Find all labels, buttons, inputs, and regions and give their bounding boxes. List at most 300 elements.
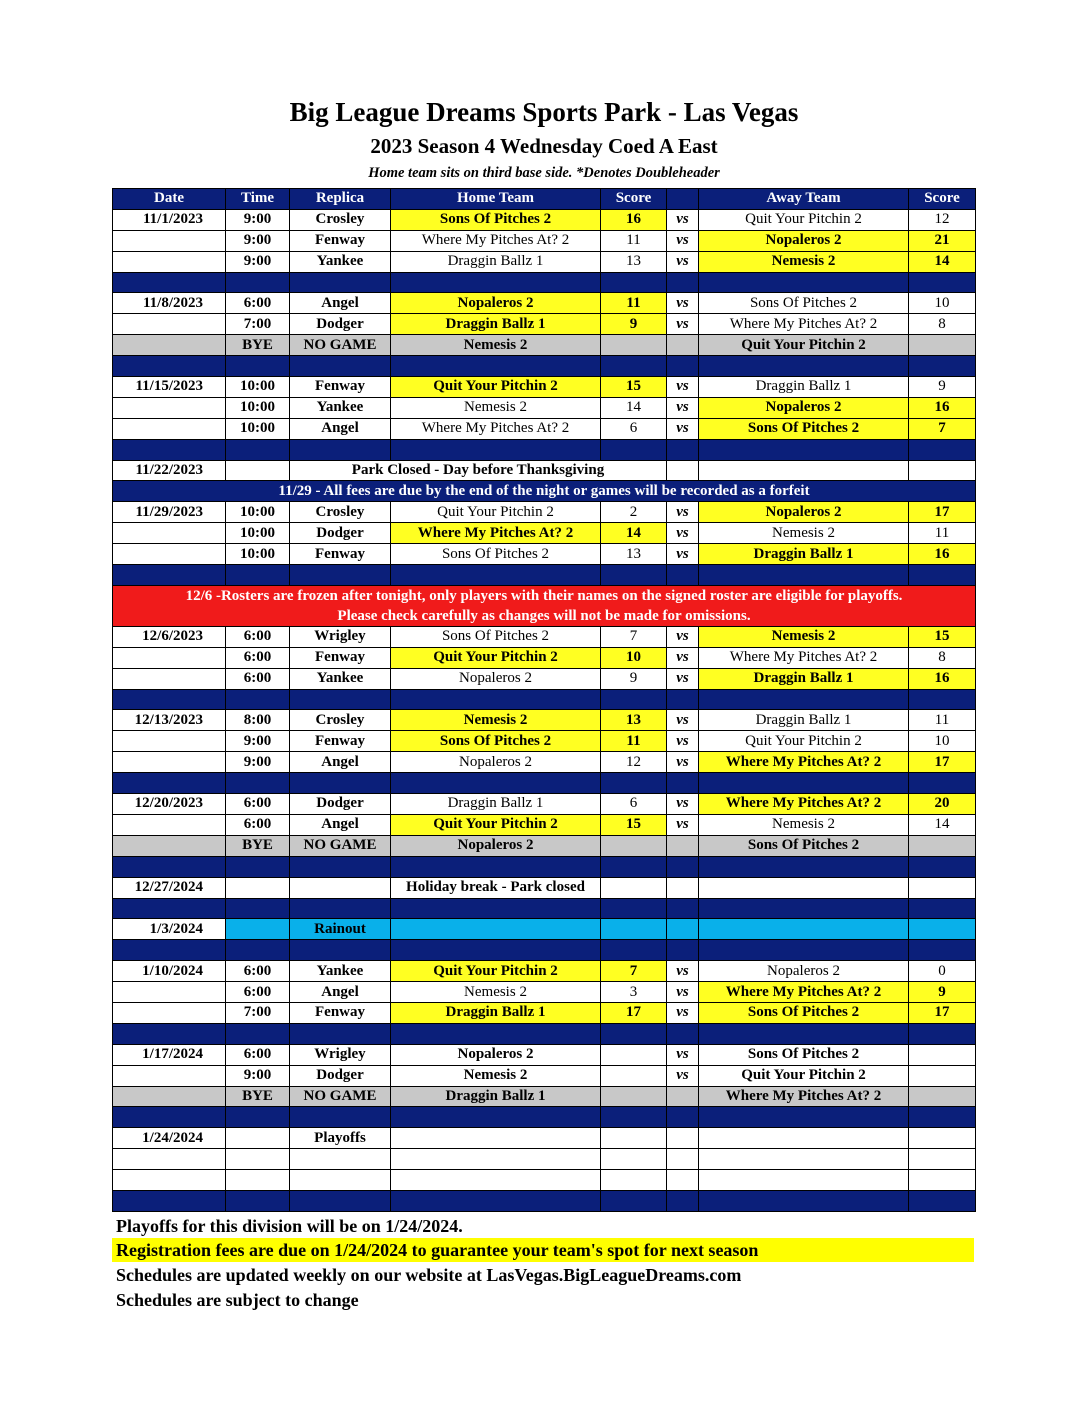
empty-cell bbox=[667, 919, 699, 940]
away-score: 7 bbox=[909, 418, 976, 439]
empty-cell bbox=[113, 940, 226, 961]
vs-label: vs bbox=[667, 544, 699, 565]
empty-cell bbox=[601, 877, 667, 898]
empty-cell bbox=[667, 439, 699, 460]
empty-cell bbox=[226, 356, 290, 377]
away-score: 10 bbox=[909, 731, 976, 752]
empty-cell bbox=[699, 439, 909, 460]
game-time: 9:00 bbox=[226, 1065, 290, 1086]
empty-cell bbox=[391, 1107, 601, 1128]
away-score: 17 bbox=[909, 752, 976, 773]
empty-cell bbox=[699, 773, 909, 794]
game-time: 9:00 bbox=[226, 209, 290, 230]
home-team: Nopaleros 2 bbox=[391, 1044, 601, 1065]
empty-cell bbox=[113, 439, 226, 460]
empty-cell bbox=[391, 565, 601, 586]
game-row bbox=[113, 1044, 976, 1065]
week-separator-row bbox=[113, 272, 976, 293]
game-row bbox=[113, 314, 976, 335]
week-separator-row bbox=[113, 689, 976, 710]
empty-cell bbox=[699, 856, 909, 877]
empty-cell bbox=[601, 1190, 667, 1211]
home-team: Nopaleros 2 bbox=[391, 835, 601, 856]
header-date: Date bbox=[113, 189, 226, 210]
rainout-row bbox=[113, 919, 976, 940]
game-time: BYE bbox=[226, 1086, 290, 1107]
away-score: 11 bbox=[909, 710, 976, 731]
game-time: 9:00 bbox=[226, 251, 290, 272]
empty-cell bbox=[113, 1023, 226, 1044]
game-time: 9:00 bbox=[226, 230, 290, 251]
empty-cell bbox=[391, 1170, 601, 1191]
vs-label: vs bbox=[667, 523, 699, 544]
home-score bbox=[601, 1044, 667, 1065]
empty-cell bbox=[113, 1149, 226, 1170]
empty-cell bbox=[909, 356, 976, 377]
week-separator-row bbox=[113, 940, 976, 961]
home-team: Nemesis 2 bbox=[391, 397, 601, 418]
game-date: 11/8/2023 bbox=[113, 293, 226, 314]
vs-label: vs bbox=[667, 1002, 699, 1023]
vs-label: vs bbox=[667, 397, 699, 418]
game-time: BYE bbox=[226, 835, 290, 856]
game-time: BYE bbox=[226, 335, 290, 356]
game-replica: Fenway bbox=[290, 1002, 391, 1023]
holiday-note: Holiday break - Park closed bbox=[391, 877, 601, 898]
vs-label: vs bbox=[667, 1044, 699, 1065]
home-team: Quit Your Pitchin 2 bbox=[391, 377, 601, 398]
empty-cell bbox=[290, 1190, 391, 1211]
game-replica: Yankee bbox=[290, 961, 391, 982]
empty-cell bbox=[391, 439, 601, 460]
empty-cell bbox=[667, 856, 699, 877]
game-replica: Crosley bbox=[290, 209, 391, 230]
game-time: 6:00 bbox=[226, 982, 290, 1003]
game-date: 11/29/2023 bbox=[113, 502, 226, 523]
away-team: Nemesis 2 bbox=[699, 523, 909, 544]
empty-cell bbox=[113, 1170, 226, 1191]
empty-cell bbox=[667, 940, 699, 961]
game-row bbox=[113, 752, 976, 773]
game-date bbox=[113, 668, 226, 689]
vs-label: vs bbox=[667, 710, 699, 731]
game-date: 11/15/2023 bbox=[113, 377, 226, 398]
home-score: 6 bbox=[601, 794, 667, 815]
home-team: Quit Your Pitchin 2 bbox=[391, 961, 601, 982]
empty-cell bbox=[226, 898, 290, 919]
game-date bbox=[113, 752, 226, 773]
home-team: Draggin Ballz 1 bbox=[391, 1002, 601, 1023]
vs-label: vs bbox=[667, 626, 699, 647]
game-date bbox=[113, 1086, 226, 1107]
empty-cell bbox=[290, 439, 391, 460]
home-team: Sons Of Pitches 2 bbox=[391, 209, 601, 230]
away-score: 9 bbox=[909, 982, 976, 1003]
away-score bbox=[909, 835, 976, 856]
empty-cell bbox=[601, 689, 667, 710]
empty-cell bbox=[601, 940, 667, 961]
game-date bbox=[113, 731, 226, 752]
game-time: 10:00 bbox=[226, 502, 290, 523]
away-score: 16 bbox=[909, 397, 976, 418]
week-separator-row bbox=[113, 439, 976, 460]
rainout-label: Rainout bbox=[290, 919, 391, 940]
home-team: Where My Pitches At? 2 bbox=[391, 230, 601, 251]
away-score: 14 bbox=[909, 814, 976, 835]
empty-cell bbox=[290, 1023, 391, 1044]
game-date bbox=[113, 418, 226, 439]
game-time: 6:00 bbox=[226, 626, 290, 647]
game-row bbox=[113, 1065, 976, 1086]
away-team: Quit Your Pitchin 2 bbox=[699, 1065, 909, 1086]
home-team: Draggin Ballz 1 bbox=[391, 794, 601, 815]
closed-note: Park Closed - Day before Thanksgiving bbox=[290, 460, 667, 481]
away-team: Nemesis 2 bbox=[699, 251, 909, 272]
playoffs-row bbox=[113, 1128, 976, 1149]
home-score: 13 bbox=[601, 710, 667, 731]
empty-cell bbox=[226, 1107, 290, 1128]
empty-cell bbox=[699, 565, 909, 586]
empty-cell bbox=[290, 877, 391, 898]
game-date bbox=[113, 982, 226, 1003]
fees-notice-row bbox=[113, 481, 976, 502]
empty-cell bbox=[226, 272, 290, 293]
game-replica: Fenway bbox=[290, 544, 391, 565]
home-team: Draggin Ballz 1 bbox=[391, 314, 601, 335]
away-score: 12 bbox=[909, 209, 976, 230]
empty-cell bbox=[290, 940, 391, 961]
empty-cell bbox=[909, 439, 976, 460]
roster-notice-row bbox=[113, 585, 976, 626]
game-replica: NO GAME bbox=[290, 335, 391, 356]
week-separator-row bbox=[113, 773, 976, 794]
empty-cell bbox=[667, 565, 699, 586]
game-row bbox=[113, 293, 976, 314]
vs-label: vs bbox=[667, 377, 699, 398]
away-score: 0 bbox=[909, 961, 976, 982]
game-time: 6:00 bbox=[226, 293, 290, 314]
empty-cell bbox=[699, 1107, 909, 1128]
game-replica: Wrigley bbox=[290, 1044, 391, 1065]
game-date bbox=[113, 544, 226, 565]
empty-cell bbox=[290, 565, 391, 586]
game-date bbox=[113, 1065, 226, 1086]
page-title: Big League Dreams Sports Park - Las Vegas bbox=[289, 97, 799, 127]
vs-label bbox=[667, 835, 699, 856]
game-replica: Angel bbox=[290, 982, 391, 1003]
game-date: 1/10/2024 bbox=[113, 961, 226, 982]
home-score: 12 bbox=[601, 752, 667, 773]
schedule-table bbox=[112, 188, 976, 1212]
empty-cell bbox=[909, 1170, 976, 1191]
game-date: 12/20/2023 bbox=[113, 794, 226, 815]
empty-cell bbox=[667, 773, 699, 794]
empty-cell bbox=[909, 940, 976, 961]
game-time: 10:00 bbox=[226, 418, 290, 439]
empty-cell bbox=[601, 272, 667, 293]
game-date bbox=[113, 1002, 226, 1023]
vs-label: vs bbox=[667, 668, 699, 689]
game-date: 12/27/2024 bbox=[113, 877, 226, 898]
game-row bbox=[113, 418, 976, 439]
home-score: 16 bbox=[601, 209, 667, 230]
game-time: 7:00 bbox=[226, 1002, 290, 1023]
home-team: Nopaleros 2 bbox=[391, 668, 601, 689]
game-time: 9:00 bbox=[226, 752, 290, 773]
away-score: 17 bbox=[909, 502, 976, 523]
week-separator-row bbox=[113, 1190, 976, 1211]
game-time: 6:00 bbox=[226, 794, 290, 815]
home-team: Where My Pitches At? 2 bbox=[391, 523, 601, 544]
home-score: 3 bbox=[601, 982, 667, 1003]
game-row bbox=[113, 668, 976, 689]
vs-label: vs bbox=[667, 814, 699, 835]
empty-cell bbox=[226, 439, 290, 460]
week-separator-row bbox=[113, 856, 976, 877]
schedule-note: Home team sits on third base side. *Denotes Doubleheader bbox=[368, 165, 720, 181]
home-score: 10 bbox=[601, 647, 667, 668]
week-separator-row bbox=[113, 898, 976, 919]
empty-cell bbox=[391, 898, 601, 919]
game-time: 8:00 bbox=[226, 710, 290, 731]
home-score: 15 bbox=[601, 377, 667, 398]
empty-cell bbox=[113, 565, 226, 586]
vs-label bbox=[667, 335, 699, 356]
game-replica: Dodger bbox=[290, 1065, 391, 1086]
game-time: 10:00 bbox=[226, 397, 290, 418]
vs-label: vs bbox=[667, 230, 699, 251]
empty-cell bbox=[290, 356, 391, 377]
away-team: Nopaleros 2 bbox=[699, 397, 909, 418]
empty-cell bbox=[909, 856, 976, 877]
empty-cell bbox=[601, 565, 667, 586]
empty-cell bbox=[601, 919, 667, 940]
empty-cell bbox=[391, 940, 601, 961]
empty-cell bbox=[699, 272, 909, 293]
empty-cell bbox=[699, 877, 909, 898]
game-replica: Fenway bbox=[290, 647, 391, 668]
empty-cell bbox=[290, 689, 391, 710]
away-team: Draggin Ballz 1 bbox=[699, 710, 909, 731]
home-score: 13 bbox=[601, 251, 667, 272]
empty-cell bbox=[909, 919, 976, 940]
bye-row bbox=[113, 335, 976, 356]
away-team: Sons Of Pitches 2 bbox=[699, 293, 909, 314]
game-row bbox=[113, 961, 976, 982]
game-replica: Crosley bbox=[290, 502, 391, 523]
away-team: Where My Pitches At? 2 bbox=[699, 647, 909, 668]
empty-cell bbox=[909, 1107, 976, 1128]
away-score: 9 bbox=[909, 377, 976, 398]
game-date bbox=[113, 647, 226, 668]
home-team: Nemesis 2 bbox=[391, 982, 601, 1003]
vs-label: vs bbox=[667, 293, 699, 314]
empty-cell bbox=[226, 919, 290, 940]
game-date: 11/1/2023 bbox=[113, 209, 226, 230]
game-date bbox=[113, 314, 226, 335]
empty-cell bbox=[290, 856, 391, 877]
home-score: 17 bbox=[601, 1002, 667, 1023]
home-score: 11 bbox=[601, 731, 667, 752]
empty-cell bbox=[909, 1128, 976, 1149]
header-home-team: Home Team bbox=[391, 189, 601, 210]
header-time: Time bbox=[226, 189, 290, 210]
vs-label: vs bbox=[667, 1065, 699, 1086]
away-score: 11 bbox=[909, 523, 976, 544]
empty-cell bbox=[909, 1149, 976, 1170]
empty-cell bbox=[601, 898, 667, 919]
home-team: Nopaleros 2 bbox=[391, 752, 601, 773]
home-score: 9 bbox=[601, 314, 667, 335]
game-replica: NO GAME bbox=[290, 1086, 391, 1107]
away-team: Where My Pitches At? 2 bbox=[699, 752, 909, 773]
footer-playoffs-note: Playoffs for this division will be on 1/24/2024. bbox=[116, 1216, 463, 1236]
game-row bbox=[113, 731, 976, 752]
empty-cell bbox=[909, 565, 976, 586]
header-vs bbox=[667, 189, 699, 210]
home-score: 14 bbox=[601, 397, 667, 418]
game-replica: Dodger bbox=[290, 523, 391, 544]
game-time: 10:00 bbox=[226, 377, 290, 398]
game-replica: Dodger bbox=[290, 794, 391, 815]
footer-website-note: Schedules are updated weekly on our website at LasVegas.BigLeagueDreams.com bbox=[116, 1265, 742, 1285]
empty-cell bbox=[391, 919, 601, 940]
vs-label: vs bbox=[667, 314, 699, 335]
empty-cell bbox=[601, 856, 667, 877]
empty-cell bbox=[667, 1149, 699, 1170]
empty-cell bbox=[226, 1190, 290, 1211]
week-separator-row bbox=[113, 565, 976, 586]
empty-cell bbox=[391, 1149, 601, 1170]
empty-cell bbox=[699, 1023, 909, 1044]
game-replica: NO GAME bbox=[290, 835, 391, 856]
away-team: Where My Pitches At? 2 bbox=[699, 314, 909, 335]
game-date: 1/24/2024 bbox=[113, 1128, 226, 1149]
game-date: 11/22/2023 bbox=[113, 460, 226, 481]
game-row bbox=[113, 626, 976, 647]
empty-cell bbox=[699, 1190, 909, 1211]
empty-cell bbox=[391, 689, 601, 710]
empty-cell bbox=[909, 689, 976, 710]
vs-label: vs bbox=[667, 794, 699, 815]
empty-cell bbox=[391, 1023, 601, 1044]
home-team: Draggin Ballz 1 bbox=[391, 1086, 601, 1107]
page-subtitle: 2023 Season 4 Wednesday Coed A East bbox=[370, 134, 718, 158]
empty-cell bbox=[226, 1170, 290, 1191]
empty-cell bbox=[113, 898, 226, 919]
empty-cell bbox=[290, 1107, 391, 1128]
vs-label: vs bbox=[667, 752, 699, 773]
game-row bbox=[113, 647, 976, 668]
empty-cell bbox=[601, 356, 667, 377]
away-score: 16 bbox=[909, 668, 976, 689]
empty-cell bbox=[699, 898, 909, 919]
empty-cell bbox=[113, 356, 226, 377]
empty-cell bbox=[601, 1149, 667, 1170]
away-score bbox=[909, 1065, 976, 1086]
empty-cell bbox=[909, 877, 976, 898]
game-time: 10:00 bbox=[226, 523, 290, 544]
playoffs-label: Playoffs bbox=[290, 1128, 391, 1149]
home-score bbox=[601, 1086, 667, 1107]
game-replica: Angel bbox=[290, 814, 391, 835]
empty-cell bbox=[699, 689, 909, 710]
vs-label: vs bbox=[667, 647, 699, 668]
home-score: 9 bbox=[601, 668, 667, 689]
game-row bbox=[113, 1002, 976, 1023]
game-replica: Dodger bbox=[290, 314, 391, 335]
away-team: Draggin Ballz 1 bbox=[699, 668, 909, 689]
game-time: 6:00 bbox=[226, 647, 290, 668]
home-score: 11 bbox=[601, 293, 667, 314]
away-team: Sons Of Pitches 2 bbox=[699, 418, 909, 439]
empty-cell bbox=[667, 1128, 699, 1149]
home-score: 2 bbox=[601, 502, 667, 523]
empty-cell bbox=[391, 856, 601, 877]
game-replica: Fenway bbox=[290, 731, 391, 752]
game-date: 1/17/2024 bbox=[113, 1044, 226, 1065]
game-time: 6:00 bbox=[226, 961, 290, 982]
home-score bbox=[601, 1065, 667, 1086]
empty-cell bbox=[601, 1107, 667, 1128]
home-score: 6 bbox=[601, 418, 667, 439]
game-date bbox=[113, 335, 226, 356]
home-score: 14 bbox=[601, 523, 667, 544]
empty-cell bbox=[226, 877, 290, 898]
game-time: 6:00 bbox=[226, 668, 290, 689]
away-score bbox=[909, 335, 976, 356]
game-replica: Wrigley bbox=[290, 626, 391, 647]
empty-cell bbox=[667, 272, 699, 293]
empty-cell bbox=[909, 460, 976, 481]
away-score: 20 bbox=[909, 794, 976, 815]
empty-cell bbox=[226, 460, 290, 481]
empty-cell bbox=[226, 689, 290, 710]
away-team: Nopaleros 2 bbox=[699, 502, 909, 523]
holiday-row bbox=[113, 877, 976, 898]
header-away-score: Score bbox=[909, 189, 976, 210]
away-team: Draggin Ballz 1 bbox=[699, 377, 909, 398]
empty-cell bbox=[699, 1170, 909, 1191]
roster-notice-line-2: Please check carefully as changes will not be made for omissions. bbox=[337, 607, 751, 624]
empty-cell bbox=[909, 898, 976, 919]
game-replica: Angel bbox=[290, 293, 391, 314]
bye-row bbox=[113, 835, 976, 856]
home-score: 7 bbox=[601, 961, 667, 982]
game-time: 7:00 bbox=[226, 314, 290, 335]
game-time: 6:00 bbox=[226, 814, 290, 835]
game-replica: Crosley bbox=[290, 710, 391, 731]
empty-cell bbox=[667, 689, 699, 710]
away-team: Sons Of Pitches 2 bbox=[699, 1044, 909, 1065]
empty-cell bbox=[699, 460, 909, 481]
empty-cell bbox=[667, 898, 699, 919]
away-team: Where My Pitches At? 2 bbox=[699, 1086, 909, 1107]
away-team: Nemesis 2 bbox=[699, 626, 909, 647]
home-score: 15 bbox=[601, 814, 667, 835]
empty-cell bbox=[290, 898, 391, 919]
game-row bbox=[113, 544, 976, 565]
empty-cell bbox=[909, 1190, 976, 1211]
game-date bbox=[113, 814, 226, 835]
empty-cell bbox=[391, 1128, 601, 1149]
game-row bbox=[113, 397, 976, 418]
game-row bbox=[113, 523, 976, 544]
empty-cell bbox=[909, 773, 976, 794]
game-row bbox=[113, 982, 976, 1003]
roster-notice-line-1: 12/6 -Rosters are frozen after tonight, only players with their names on the signed roster are eligible for playoffs. bbox=[185, 587, 903, 604]
header-home-score: Score bbox=[601, 189, 667, 210]
